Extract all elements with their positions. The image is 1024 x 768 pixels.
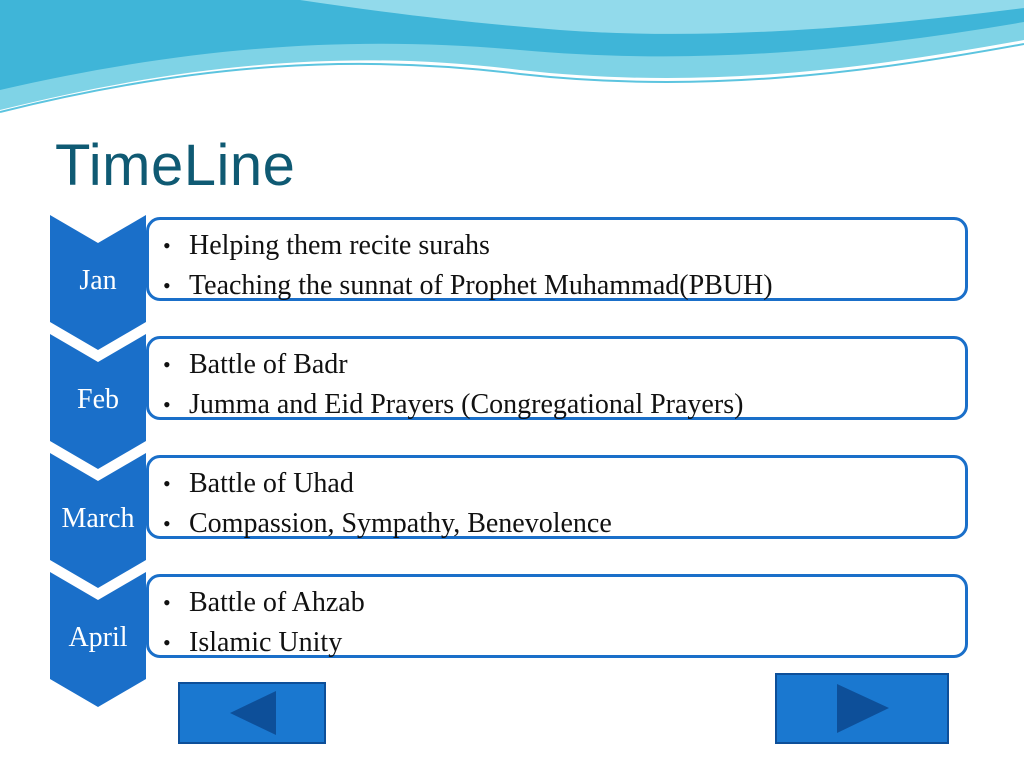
month-label: Jan xyxy=(79,265,117,296)
list-item: • Helping them recite surahs xyxy=(163,226,773,266)
timeline-row-march xyxy=(50,453,974,588)
timeline-row-jan xyxy=(50,215,974,350)
month-label: March xyxy=(61,503,135,534)
header-wave-decoration xyxy=(0,0,1024,130)
bullet-icon: • xyxy=(163,352,171,377)
bullet-icon: • xyxy=(163,273,171,298)
list-item: • Teaching the sunnat of Prophet Muhammad(PBUH) xyxy=(163,266,773,306)
month-label: April xyxy=(68,622,128,653)
next-button[interactable] xyxy=(775,673,949,744)
bullet-icon: • xyxy=(163,392,171,417)
bullet-icon: • xyxy=(163,630,171,655)
list-item: • Battle of Uhad xyxy=(163,464,612,504)
timeline-row-feb xyxy=(50,334,974,469)
list-item: • Islamic Unity xyxy=(163,623,365,663)
list-item: • Battle of Badr xyxy=(163,345,743,385)
list-item: • Compassion, Sympathy, Benevolence xyxy=(163,504,612,544)
list-item: • Jumma and Eid Prayers (Congregational Prayers) xyxy=(163,385,743,425)
month-label: Feb xyxy=(77,384,119,415)
timeline-content-box xyxy=(146,336,968,420)
list-item: • Battle of Ahzab xyxy=(163,583,365,623)
timeline-content-box xyxy=(146,217,968,301)
triangle-left-icon xyxy=(180,684,324,742)
bullet-icon: • xyxy=(163,471,171,496)
previous-button[interactable] xyxy=(178,682,326,744)
timeline-content-box xyxy=(146,574,968,658)
triangle-right-icon xyxy=(777,675,947,742)
timeline-content-box xyxy=(146,455,968,539)
bullet-icon: • xyxy=(163,233,171,258)
bullet-icon: • xyxy=(163,511,171,536)
bullet-icon: • xyxy=(163,590,171,615)
page-title: TimeLine xyxy=(55,133,296,198)
